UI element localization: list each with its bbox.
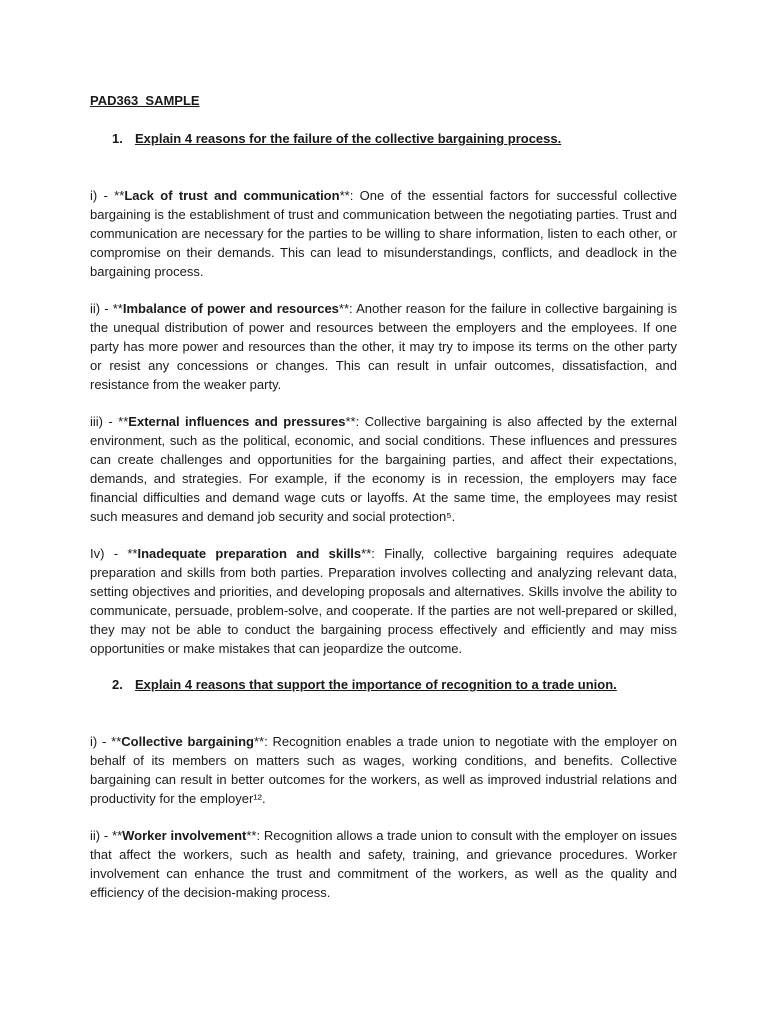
answer-body: : Finally, collective bargaining requires adequate preparation and skills from both parties. Preparation involves collecting and analyzing relevant data, setting objectives and priorities, and developing proposals and alternatives. Skills involve the ability to communicate, persuade, problem-solve, and cooperate. If the parties are not well-prepared or skilled, they may not be able to conduct the bargaining process effectively and efficiently and may miss opportunities or make mistakes that can jeopardize the outcome. bbox=[90, 546, 677, 656]
answer-suffix: ** bbox=[246, 828, 257, 843]
answer-heading: Inadequate preparation and skills bbox=[137, 546, 362, 561]
answer-prefix: Iv) - ** bbox=[90, 546, 138, 561]
answer-heading: External influences and pressures bbox=[128, 414, 346, 429]
answer-prefix: i) - ** bbox=[90, 188, 125, 203]
question-1-text: Explain 4 reasons for the failure of the collective bargaining process. bbox=[135, 131, 562, 146]
answer-suffix: ** bbox=[338, 301, 350, 316]
answer-1-2 bbox=[90, 299, 677, 394]
answer-1-1 bbox=[90, 186, 677, 281]
question-2-number: 2. bbox=[112, 677, 123, 692]
answer-suffix: ** bbox=[345, 414, 356, 429]
answer-body: : Recognition enables a trade union to negotiate with the employer on behalf of its members on matters such as wages, working conditions, and benefits. Collective bargaining can result in better outcomes for the workers, as well as improved industrial relations and productivity for the employer¹². bbox=[90, 734, 677, 806]
answer-heading: Worker involvement bbox=[122, 828, 247, 843]
answer-2-2 bbox=[90, 826, 677, 902]
answer-prefix: ii) - ** bbox=[90, 301, 123, 316]
answer-prefix: iii) - ** bbox=[90, 414, 129, 429]
question-2 bbox=[90, 676, 677, 694]
document-title: PAD363 SAMPLE bbox=[90, 93, 200, 108]
question-2-text: Explain 4 reasons that support the importance of recognition to a trade union. bbox=[135, 677, 617, 692]
answer-1-3 bbox=[90, 412, 677, 526]
answer-heading: Collective bargaining bbox=[121, 734, 254, 749]
answer-suffix: ** bbox=[361, 546, 372, 561]
answer-prefix: ii) - ** bbox=[90, 828, 123, 843]
answer-body: : Another reason for the failure in collective bargaining is the unequal distribution of power and resources between the employers and the employees. If one party has more power and resources than the other, it may try to impose its terms on the other party or resist any concessions or changes. This can result in unfair outcomes, dissatisfaction, and resistance from the weaker party. bbox=[90, 301, 677, 392]
answer-body: : Recognition allows a trade union to consult with the employer on issues that affect the workers, such as health and safety, training, and grievance procedures. Worker involvement can enhance the trust and commitment of the workers, as well as the quality and efficiency of the decision-making process. bbox=[90, 828, 677, 900]
answer-suffix: ** bbox=[253, 734, 265, 749]
answer-1-4 bbox=[90, 544, 677, 658]
answer-suffix: ** bbox=[339, 188, 350, 203]
answer-prefix: i) - ** bbox=[90, 734, 122, 749]
answer-heading: Lack of trust and communication bbox=[124, 188, 340, 203]
answer-2-1 bbox=[90, 732, 677, 808]
question-1-number: 1. bbox=[112, 131, 123, 146]
question-1 bbox=[90, 130, 677, 148]
answer-body: : Collective bargaining is also affected by the external environment, such as the political, economic, and social conditions. These influences and pressures can create challenges and opportunities for the bargaining parties, and affect their expectations, demands, and strategies. For example, if the economy is in recession, the employers may face financial difficulties and demand wage cuts or layoffs. At the same time, the employees may resist such measures and demand job security and social protection⁵. bbox=[90, 414, 677, 524]
answer-heading: Imbalance of power and resources bbox=[122, 301, 339, 316]
answer-body: : One of the essential factors for successful collective bargaining is the establishment of trust and communication between the negotiating parties. Trust and communication are necessary for the parties to be willing to share information, listen to each other, or compromise on their demands. This can lead to misunderstandings, conflicts, and deadlock in the bargaining process. bbox=[90, 188, 677, 279]
